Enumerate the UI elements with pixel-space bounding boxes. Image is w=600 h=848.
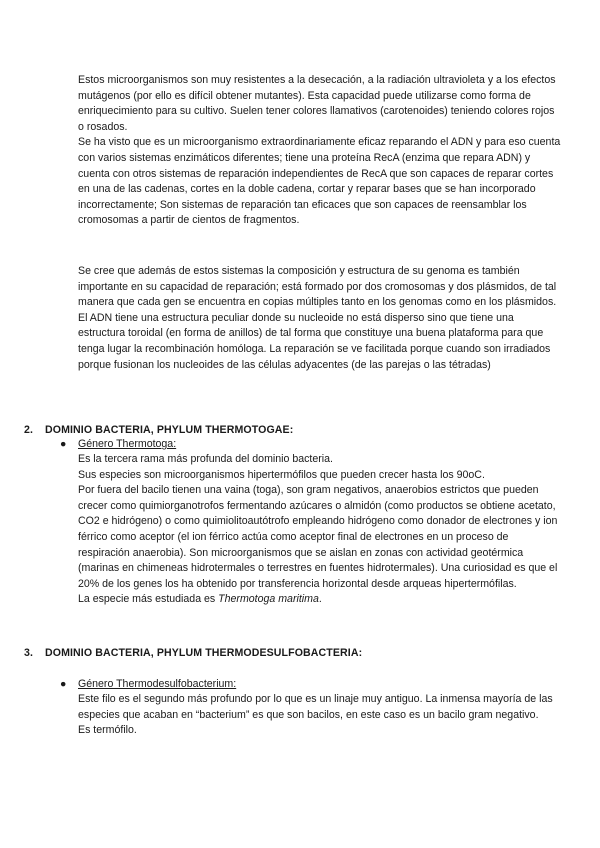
bullet-dot-icon: ● [60,438,67,450]
bullet-item-thermotoga [60,437,176,453]
paragraph-genome-structure: Se cree que además de estos sistemas la composición y estructura de su genoma es también importante en su capacidad de reparación; está formado por dos cromosomas y dos plásmidos, de tal manera que cada gen se encuentra en copias múltiples tanto en los genomas como en los plásmidos. [78,265,557,309]
genus-title: Género Thermodesulfobacterium: [78,678,237,690]
thermotoga-description [78,452,562,608]
intro-text-block [78,73,562,229]
paragraph-resistance: Estos microorganismos son muy resistentes a la desecación, a la radiación ultravioleta y a los efectos mutágenos (por ello es difícil obtener mutantes). Esta capacidad puede utilizarse como forma de enriquecimiento para su cultivo. Suelen tener colores llamativos (carotenoides) teniendo colores rojos o rosados. [78,74,556,133]
bullet-item-thermodesulfobacterium [60,677,236,693]
species-name: Thermotoga maritima [218,593,319,606]
section-title: DOMINIO BACTERIA, PHYLUM THERMOTOGAE: [45,424,294,436]
section-heading-thermodesulfobacteria [24,647,362,659]
genus-title: Género Thermotoga: [78,438,177,450]
thermodesulfobacterium-description [78,692,562,739]
paragraph-studied-species [78,592,562,608]
paragraph-hyperthermophiles: Sus especies son microorganismos hipertermófilos que pueden crecer hasta los 90oC. [78,468,485,481]
paragraph-thermophile: Es termófilo. [78,724,137,737]
genome-text-block [78,264,562,373]
paragraph-ancient-lineage: Este filo es el segundo más profundo por lo que es un linaje muy antiguo. La inmensa mayoría de las especies que acaban en “bacterium” es que son bacilos, en este caso es un bacilo gram negativo. [78,693,553,721]
paragraph-toga-metabolism: Por fuera del bacilo tienen una vaina (toga), son gram negativos, anaerobios estrictos que pueden crecer como quimiorganotrofos fermentando azúcares o almidón (como productos se obtiene acetato, CO2 e hidrógeno) o como quimiolitoautótrofo empleando hidrógeno como donador de electrones y ion férrico como aceptor (el ion férrico actúa como aceptor final de electrones en un proceso de respiración anaerobia). Son microorganismos que se aislan en zonas con actividad geotérmica (marinas en chimeneas hidrotermales o terrestres en fuentes hidrotermales). Una curiosidad es que el 20% de los genes los ha obtenido por transferencia horizontal desde arqueas hipertermófilas. [78,484,558,590]
species-suffix: . [318,593,322,606]
section-title: DOMINIO BACTERIA, PHYLUM THERMODESULFOBACTERIA: [45,647,363,659]
species-prefix: La especie más estudiada es [78,593,219,606]
section-number: 3. [24,647,34,659]
paragraph-dna-repair: Se ha visto que es un microorganismo extraordinariamente eficaz reparando el ADN y para eso cuenta con varios sistemas enzimáticos diferentes; tiene una proteína RecA (enzima que repara ADN) y cuenta con otros sistemas de reparación independientes de RecA que son capaces de reparar cortes en una de las cadenas, cortes en la doble cadena, cortar y reparar bases que se han incorporado incorrectamente; Son sistemas de reparación tan eficaces que son capaces de reensamblar los cromosomas a partir de cientos de fragmentos. [78,136,561,227]
bullet-dot-icon: ● [60,678,67,690]
section-number: 2. [24,424,34,436]
section-heading-thermotogae [24,424,293,436]
paragraph-third-branch: Es la tercera rama más profunda del dominio bacteria. [78,453,333,465]
paragraph-toroidal-nucleoid: El ADN tiene una estructura peculiar donde su nucleoide no está disperso sino que tiene una estructura toroidal (en forma de anillos) de tal forma que constituye una buena plataforma para que tenga lugar la recombinación homóloga. La reparación se ve facilitada porque cuando son irradiados porque fusionan los nucleoides de las células adyacentes (de las parejas o las tétradas) [78,311,551,371]
